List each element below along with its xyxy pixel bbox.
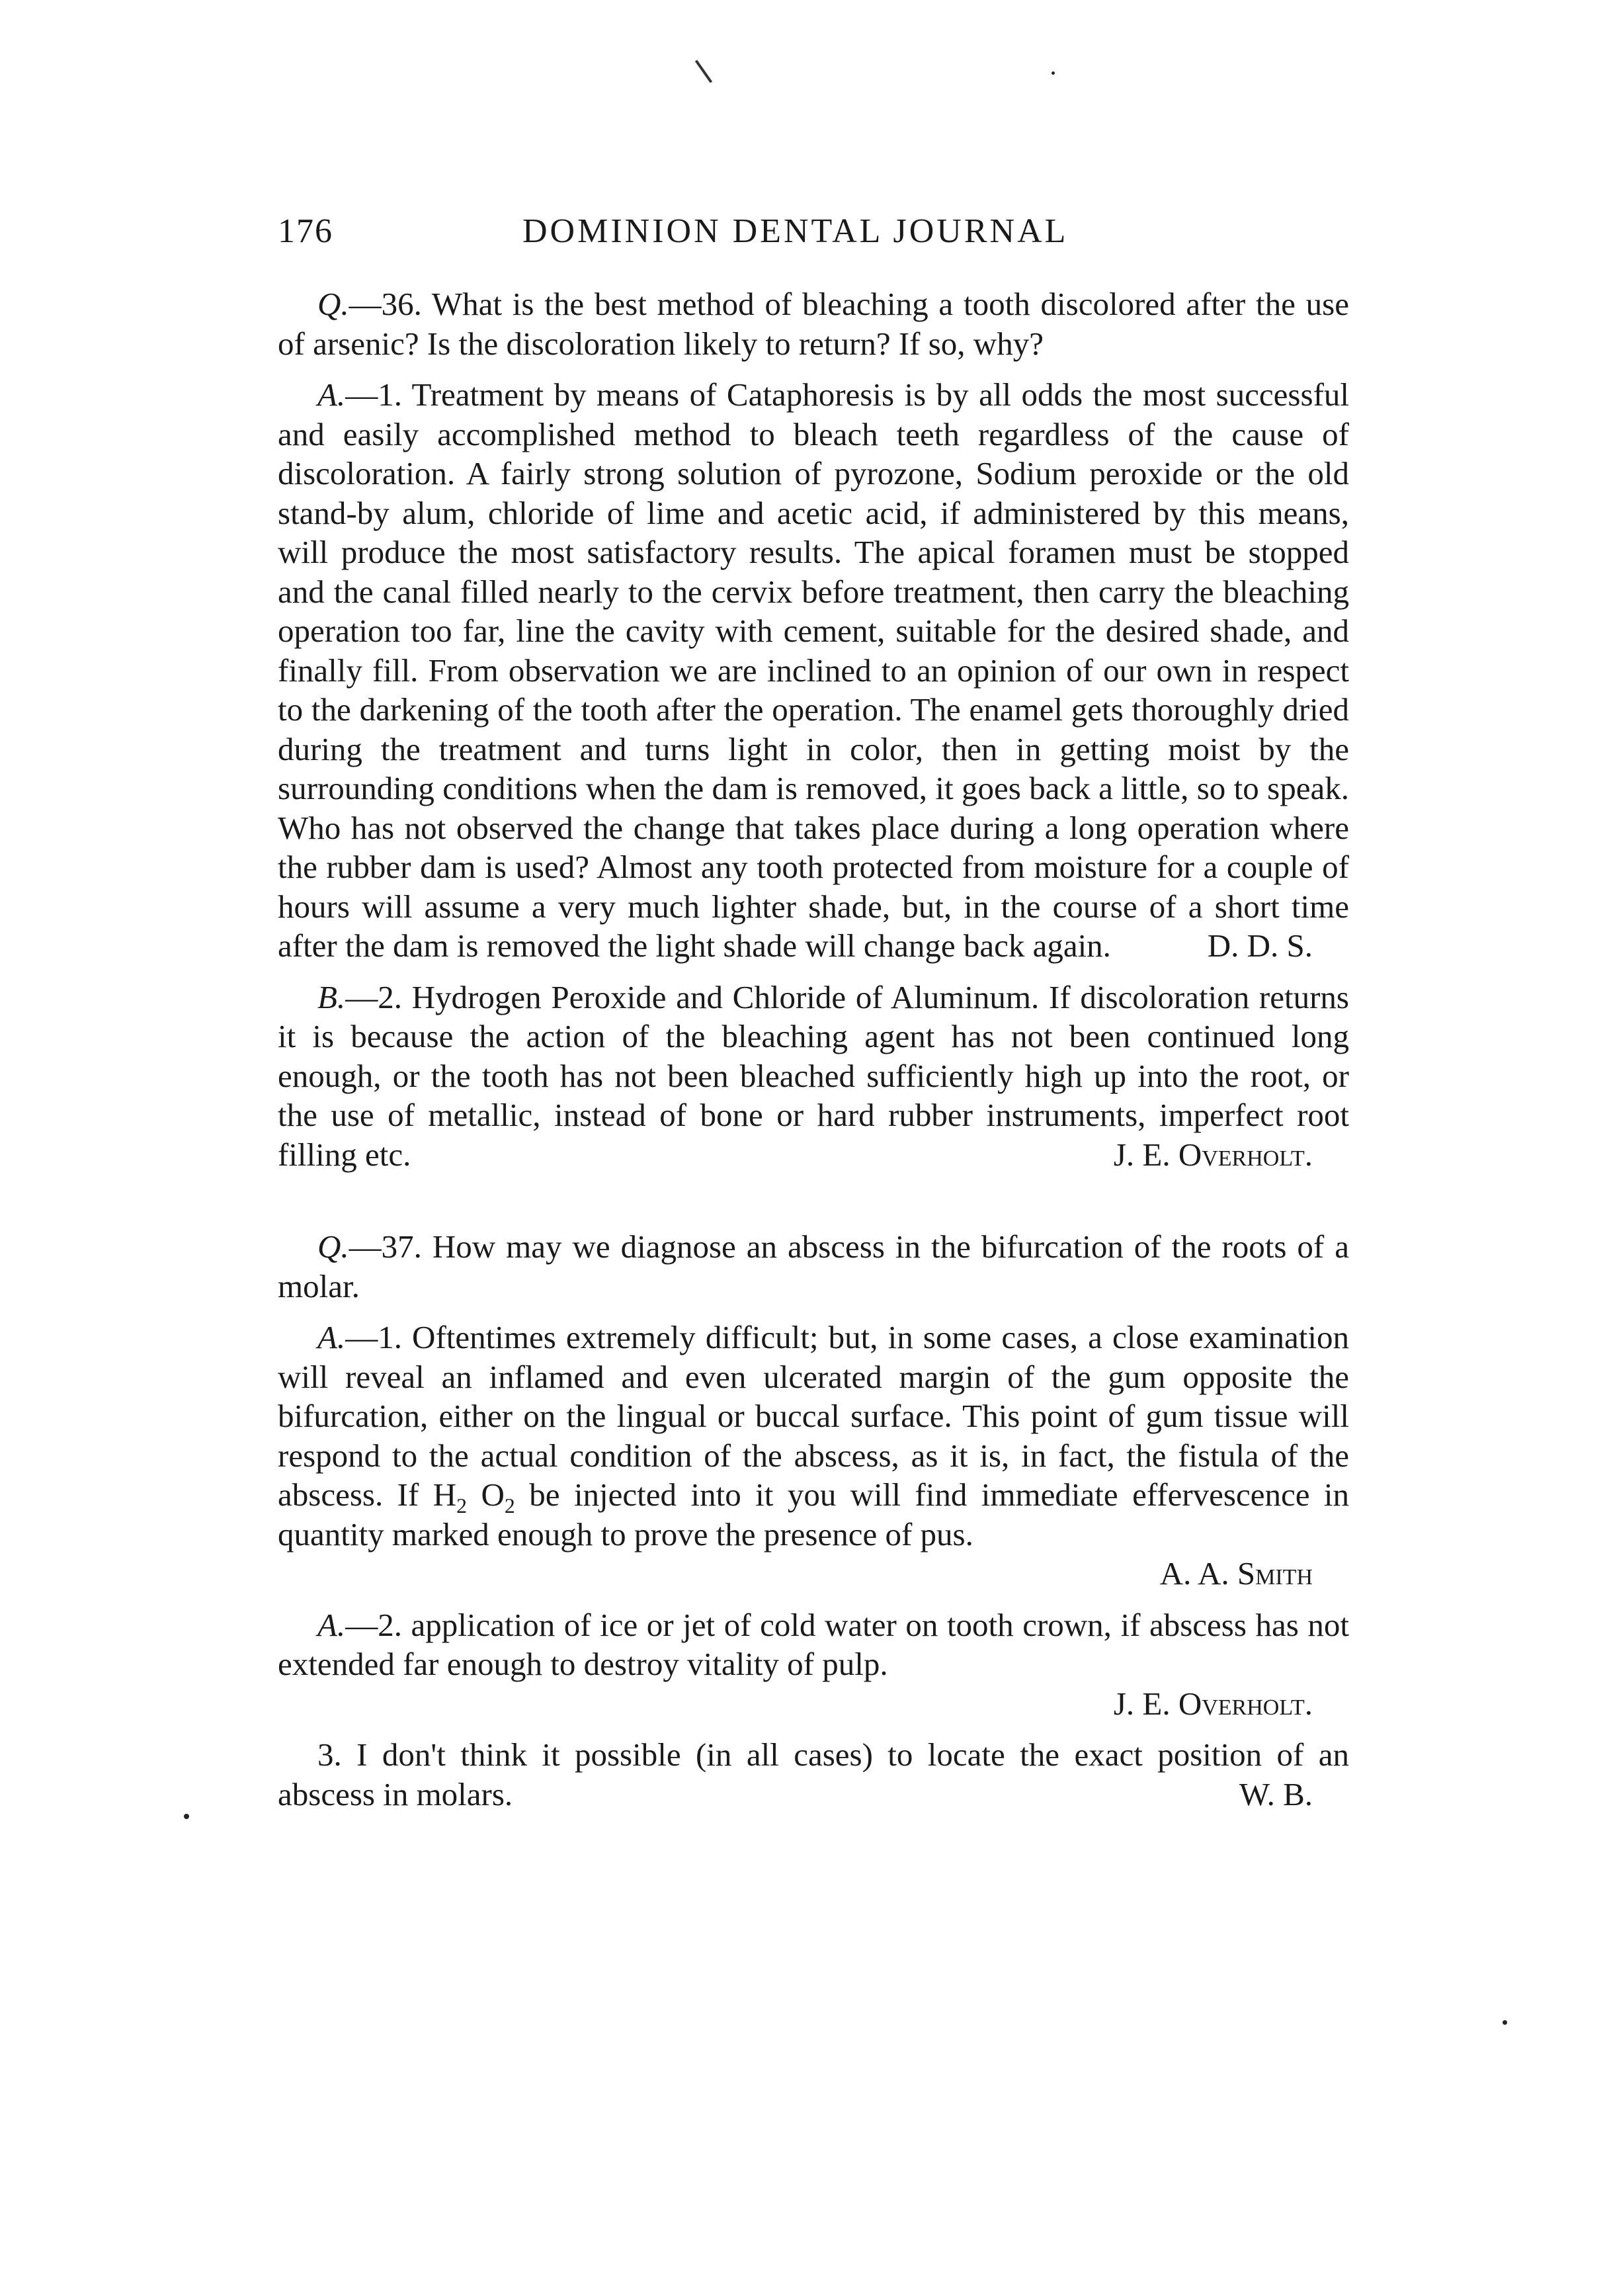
question-label: Q. [317,1228,349,1265]
answer-36-1 [278,375,1349,966]
answer-label: A. [317,376,346,413]
scan-speck [1503,2020,1507,2025]
question-37 [278,1227,1349,1306]
answer-text: O [467,1476,505,1513]
answer-37-1 [278,1318,1349,1594]
question-36 [278,284,1349,363]
scan-mark [695,60,712,83]
page [278,212,1349,1814]
signature: J. E. Overholt. [1113,1685,1313,1722]
article-body [278,284,1349,1814]
page-header [278,212,1349,265]
scan-speck [184,1814,189,1819]
answer-37-3 [278,1735,1349,1814]
page-number: 176 [278,212,333,250]
signature: J. E. Overholt. [1113,1136,1313,1173]
subscript: 2 [504,1494,515,1517]
answer-36-2 [278,978,1349,1175]
answer-text: —2. application of ice or jet of cold water on tooth crown, if abscess has not extended far enough to destroy vitality of pulp. [278,1606,1349,1682]
answer-label: A. [317,1606,346,1643]
signature: W. B. [1239,1775,1313,1812]
signature: D. D. S. [1207,927,1313,964]
subscript: 2 [456,1494,468,1517]
answer-text: be injected into it you will find immediate effervescence in quantity marked enough to prove the presence of pus. [278,1476,1350,1552]
signature: A. A. Smith [1159,1555,1313,1592]
answer-text: —1. Treatment by means of Cataphoresis is by all odds the most successful and easily accomplished method to bleach teeth regardless of the cause of discoloration. A fairly strong solution of pyrozone, Sodium peroxide or the old stand-by alum, chloride of lime and acetic acid, if administered by this means, will produce the most satisfactory results. The apical foramen must be stopped and the canal filled nearly to the cervix before treatment, then carry the bleaching operation too far, line the cavity with cement, suitable for the desired shade, and finally fill. From observation we are inclined to an opinion of our own in respect to the darkening of the tooth after the operation. The enamel gets thoroughly dried during the treatment and turns light in color, then in getting moist by the surrounding conditions when the dam is removed, it goes back a little, so to speak. Who has not observed the change that takes place during a long operation where the rubber dam is used? Almost any tooth protected from moisture for a couple of hours will assume a very much lighter shade, but, in the course of a short time after the dam is removed the light shade will change back again. [278,376,1349,964]
question-text: —36. What is the best method of bleaching a tooth discolored after the use of arsenic? Is the discoloration likely to return? If so, why? [278,286,1349,362]
running-head: DOMINION DENTAL JOURNAL [522,212,1069,250]
answer-label: B. [317,978,346,1015]
answer-text: 3. I don't think it possible (in all cases) to locate the exact position of an abscess in molars. [278,1736,1349,1812]
scan-speck [1052,71,1055,75]
answer-text: —1. Oftentimes extremely difficult; but, in some cases, a close examination will reveal an inflamed and even ulcerated margin of the gum opposite the bifurcation, either on the lingual or buccal surface. This point of gum tissue will respond to the actual condition of the abscess, as it is, in fact, the fistula of the abscess. If H [278,1319,1349,1513]
answer-37-2 [278,1605,1349,1724]
question-label: Q. [317,286,349,322]
answer-label: A. [317,1319,346,1355]
answer-text: —2. Hydrogen Peroxide and Chloride of Aluminum. If discoloration returns it is because the action of the bleaching agent has not been continued long enough, or the tooth has not been bleached sufficiently high up into the root, or the use of metallic, instead of bone or hard rubber instruments, imperfect root filling etc. [278,978,1349,1173]
question-text: —37. How may we diagnose an abscess in the bifurcation of the roots of a molar. [278,1228,1349,1304]
